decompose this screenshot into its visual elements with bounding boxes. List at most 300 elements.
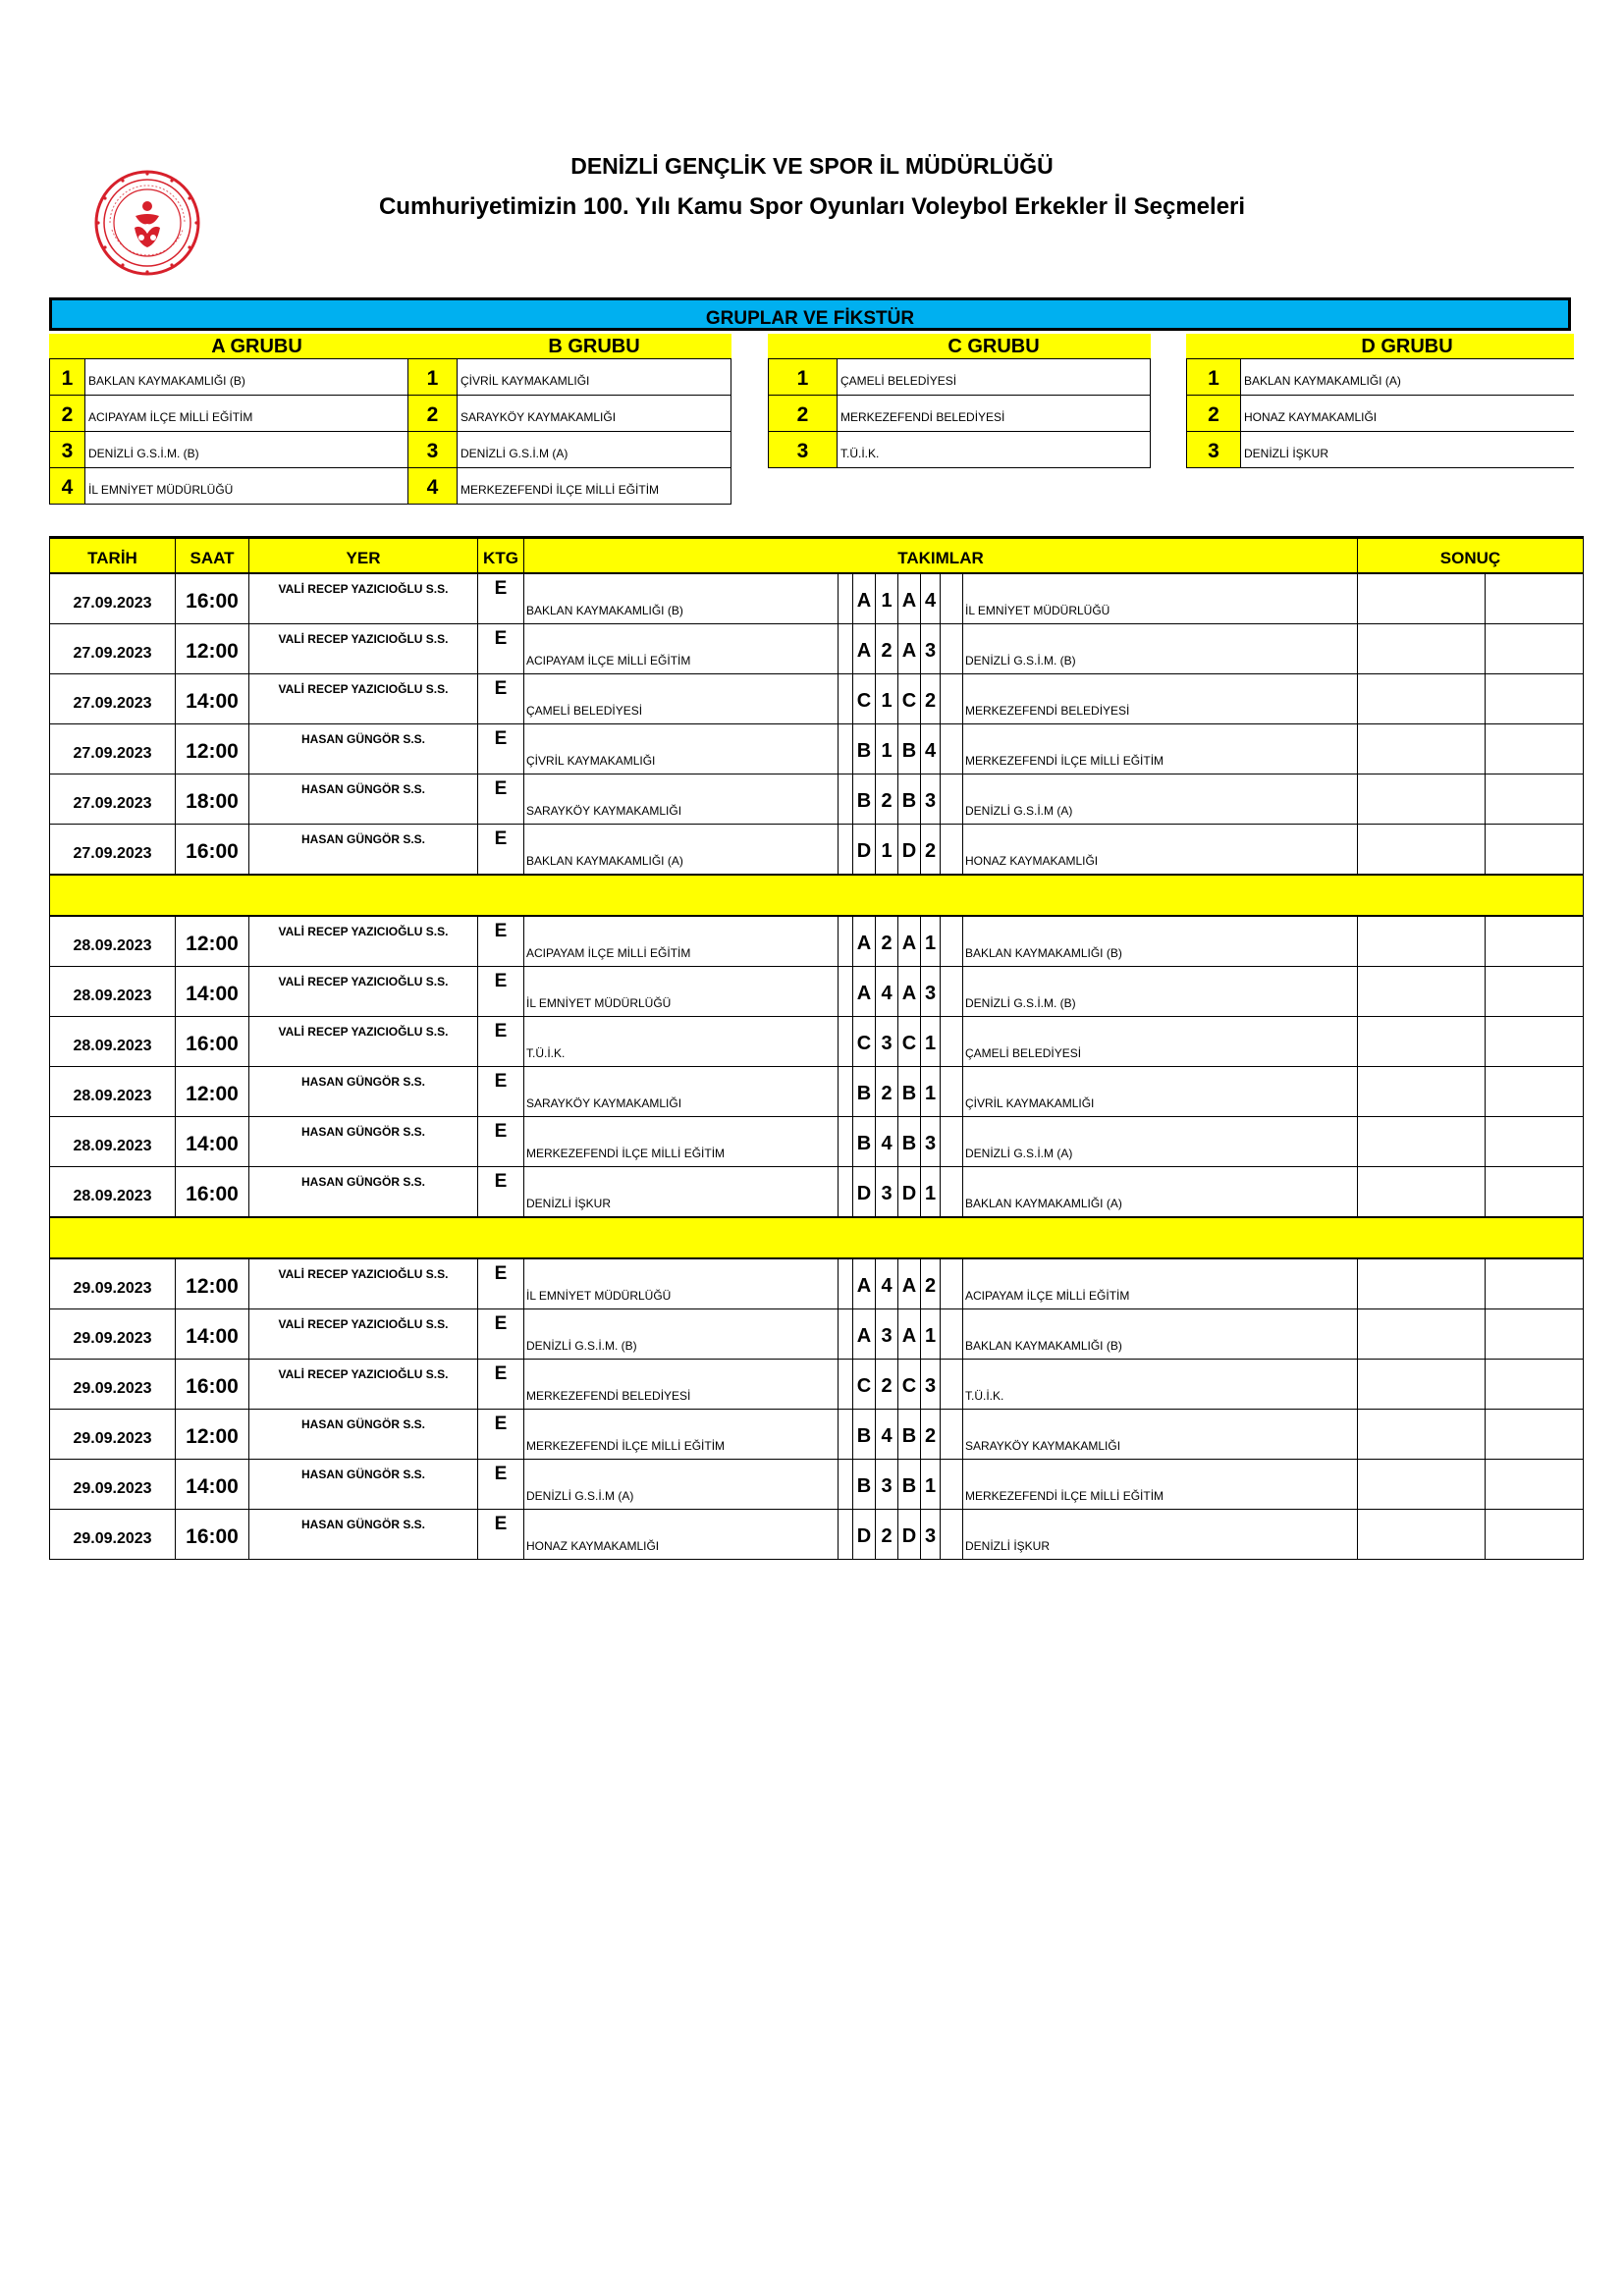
code-gap <box>941 774 963 824</box>
match-date: 29.09.2023 <box>50 1459 176 1509</box>
match-date: 28.09.2023 <box>50 1166 176 1217</box>
team-number: 3 <box>407 432 457 468</box>
match-venue: HASAN GÜNGÖR S.S. <box>249 723 478 774</box>
match-venue: HASAN GÜNGÖR S.S. <box>249 1066 478 1116</box>
match-venue: VALİ RECEP YAZICIOĞLU S.S. <box>249 1308 478 1359</box>
code-gap <box>839 573 853 624</box>
match-category: E <box>478 1066 524 1116</box>
match-category: E <box>478 1016 524 1066</box>
away-team: DENİZLİ İŞKUR <box>963 1509 1358 1559</box>
code-gap <box>839 1359 853 1409</box>
result-home <box>1358 673 1486 723</box>
code-gap <box>839 1308 853 1359</box>
code-gap <box>839 723 853 774</box>
result-away <box>1486 1166 1584 1217</box>
match-time: 14:00 <box>176 1116 249 1166</box>
home-seed: 2 <box>876 774 898 824</box>
code-gap <box>941 1509 963 1559</box>
team-number: 4 <box>49 468 84 505</box>
match-date: 29.09.2023 <box>50 1308 176 1359</box>
home-group: C <box>853 1016 876 1066</box>
home-team: MERKEZEFENDİ BELEDİYESİ <box>524 1359 839 1409</box>
group-team-row <box>49 432 429 468</box>
result-away <box>1486 1066 1584 1116</box>
home-team: BAKLAN KAYMAKAMLIĞI (B) <box>524 573 839 624</box>
result-home <box>1358 1359 1486 1409</box>
team-number: 2 <box>407 396 457 432</box>
match-category: E <box>478 774 524 824</box>
away-group: D <box>898 1166 921 1217</box>
away-team: MERKEZEFENDİ İLÇE MİLLİ EĞİTİM <box>963 1459 1358 1509</box>
home-team: SARAYKÖY KAYMAKAMLIĞI <box>524 774 839 824</box>
away-team: MERKEZEFENDİ BELEDİYESİ <box>963 673 1358 723</box>
home-group: A <box>853 966 876 1016</box>
result-home <box>1358 1308 1486 1359</box>
code-gap <box>941 723 963 774</box>
home-team: MERKEZEFENDİ İLÇE MİLLİ EĞİTİM <box>524 1409 839 1459</box>
match-time: 16:00 <box>176 1359 249 1409</box>
match-date: 28.09.2023 <box>50 1066 176 1116</box>
result-away <box>1486 723 1584 774</box>
group-team-row <box>1186 432 1574 468</box>
home-group: D <box>853 824 876 875</box>
home-team: ÇAMELİ BELEDİYESİ <box>524 673 839 723</box>
away-team: BAKLAN KAYMAKAMLIĞI (A) <box>963 1166 1358 1217</box>
result-away <box>1486 1258 1584 1309</box>
match-row <box>50 1308 1584 1359</box>
team-number: 3 <box>768 432 837 468</box>
away-team: ÇAMELİ BELEDİYESİ <box>963 1016 1358 1066</box>
header-category: KTG <box>478 538 524 573</box>
match-venue: HASAN GÜNGÖR S.S. <box>249 774 478 824</box>
result-home <box>1358 1166 1486 1217</box>
result-away <box>1486 966 1584 1016</box>
team-number: 1 <box>49 359 84 396</box>
match-time: 14:00 <box>176 673 249 723</box>
away-seed: 3 <box>921 1359 941 1409</box>
away-seed: 3 <box>921 623 941 673</box>
group-team-row <box>1186 396 1574 432</box>
home-group: B <box>853 774 876 824</box>
match-time: 14:00 <box>176 966 249 1016</box>
away-seed: 2 <box>921 673 941 723</box>
home-group: A <box>853 916 876 967</box>
team-name: HONAZ KAYMAKAMLIĞI <box>1240 396 1574 432</box>
group-team-row <box>407 468 731 505</box>
code-gap <box>941 673 963 723</box>
code-gap <box>941 916 963 967</box>
team-name: T.Ü.İ.K. <box>837 432 1151 468</box>
away-team: BAKLAN KAYMAKAMLIĞI (B) <box>963 1308 1358 1359</box>
home-team: ACIPAYAM İLÇE MİLLİ EĞİTİM <box>524 916 839 967</box>
home-seed: 2 <box>876 1359 898 1409</box>
code-gap <box>941 1459 963 1509</box>
away-team: ÇİVRİL KAYMAKAMLIĞI <box>963 1066 1358 1116</box>
away-group: A <box>898 1308 921 1359</box>
away-group: B <box>898 723 921 774</box>
code-gap <box>839 1166 853 1217</box>
match-row <box>50 1359 1584 1409</box>
code-gap <box>941 1308 963 1359</box>
code-gap <box>839 1116 853 1166</box>
result-away <box>1486 673 1584 723</box>
result-away <box>1486 1459 1584 1509</box>
code-gap <box>941 1066 963 1116</box>
team-name: MERKEZEFENDİ İLÇE MİLLİ EĞİTİM <box>457 468 731 505</box>
home-seed: 1 <box>876 723 898 774</box>
away-team: T.Ü.İ.K. <box>963 1359 1358 1409</box>
match-time: 16:00 <box>176 573 249 624</box>
match-date: 28.09.2023 <box>50 966 176 1016</box>
away-team: BAKLAN KAYMAKAMLIĞI (B) <box>963 916 1358 967</box>
away-team: MERKEZEFENDİ İLÇE MİLLİ EĞİTİM <box>963 723 1358 774</box>
away-seed: 1 <box>921 1166 941 1217</box>
group-team-row <box>407 396 731 432</box>
code-gap <box>941 1359 963 1409</box>
team-name: ACIPAYAM İLÇE MİLLİ EĞİTİM <box>84 396 429 432</box>
team-name: DENİZLİ G.S.İ.M (A) <box>457 432 731 468</box>
home-seed: 3 <box>876 1308 898 1359</box>
away-team: İL EMNİYET MÜDÜRLÜĞÜ <box>963 573 1358 624</box>
match-venue: VALİ RECEP YAZICIOĞLU S.S. <box>249 1258 478 1309</box>
match-date: 29.09.2023 <box>50 1409 176 1459</box>
home-group: C <box>853 1359 876 1409</box>
match-date: 28.09.2023 <box>50 1116 176 1166</box>
code-gap <box>941 1116 963 1166</box>
away-group: A <box>898 916 921 967</box>
result-away <box>1486 774 1584 824</box>
home-group: A <box>853 1308 876 1359</box>
groups-section <box>0 0 1624 510</box>
match-category: E <box>478 673 524 723</box>
match-venue: VALİ RECEP YAZICIOĞLU S.S. <box>249 623 478 673</box>
group-team-row <box>49 359 429 396</box>
result-home <box>1358 1116 1486 1166</box>
team-name: MERKEZEFENDİ BELEDİYESİ <box>837 396 1151 432</box>
away-group: B <box>898 1116 921 1166</box>
match-date: 27.09.2023 <box>50 623 176 673</box>
match-category: E <box>478 1308 524 1359</box>
away-team: SARAYKÖY KAYMAKAMLIĞI <box>963 1409 1358 1459</box>
group-team-row <box>49 396 429 432</box>
match-time: 14:00 <box>176 1308 249 1359</box>
group-team-row <box>768 359 1151 396</box>
match-date: 29.09.2023 <box>50 1509 176 1559</box>
home-seed: 1 <box>876 573 898 624</box>
result-away <box>1486 1359 1584 1409</box>
match-date: 27.09.2023 <box>50 774 176 824</box>
match-date: 28.09.2023 <box>50 916 176 967</box>
match-venue: HASAN GÜNGÖR S.S. <box>249 1509 478 1559</box>
away-team: ACIPAYAM İLÇE MİLLİ EĞİTİM <box>963 1258 1358 1309</box>
match-category: E <box>478 1116 524 1166</box>
home-team: DENİZLİ İŞKUR <box>524 1166 839 1217</box>
home-group: C <box>853 673 876 723</box>
away-group: D <box>898 824 921 875</box>
home-group: B <box>853 723 876 774</box>
header-date: TARİH <box>50 538 176 573</box>
result-away <box>1486 824 1584 875</box>
code-gap <box>839 673 853 723</box>
match-row <box>50 1459 1584 1509</box>
result-home <box>1358 1509 1486 1559</box>
code-gap <box>941 966 963 1016</box>
code-gap <box>839 966 853 1016</box>
result-home <box>1358 723 1486 774</box>
header-result: SONUÇ <box>1358 538 1584 573</box>
home-seed: 1 <box>876 824 898 875</box>
page-subtitle: Cumhuriyetimizin 100. Yılı Kamu Spor Oyunları Voleybol Erkekler İl Seçmeleri <box>378 193 1246 220</box>
result-home <box>1358 1459 1486 1509</box>
header-teams: TAKIMLAR <box>524 538 1358 573</box>
result-home <box>1358 1409 1486 1459</box>
team-name: ÇİVRİL KAYMAKAMLIĞI <box>457 359 731 396</box>
home-team: DENİZLİ G.S.İ.M. (B) <box>524 1308 839 1359</box>
match-row <box>50 1509 1584 1559</box>
match-category: E <box>478 1459 524 1509</box>
match-time: 16:00 <box>176 1016 249 1066</box>
team-number: 1 <box>768 359 837 396</box>
fixture-table <box>49 536 1584 1560</box>
away-team: HONAZ KAYMAKAMLIĞI <box>963 824 1358 875</box>
home-group: B <box>853 1116 876 1166</box>
group-team-row <box>768 432 1151 468</box>
code-gap <box>839 916 853 967</box>
page-title: DENİZLİ GENÇLİK VE SPOR İL MÜDÜRLÜĞÜ <box>570 153 1054 179</box>
match-row <box>50 673 1584 723</box>
result-home <box>1358 573 1486 624</box>
day-separator <box>50 875 1584 916</box>
match-row <box>50 573 1584 624</box>
match-venue: VALİ RECEP YAZICIOĞLU S.S. <box>249 573 478 624</box>
away-group: A <box>898 573 921 624</box>
code-gap <box>839 1459 853 1509</box>
match-venue: HASAN GÜNGÖR S.S. <box>249 1116 478 1166</box>
result-away <box>1486 1509 1584 1559</box>
match-venue: VALİ RECEP YAZICIOĞLU S.S. <box>249 1359 478 1409</box>
result-home <box>1358 824 1486 875</box>
match-row <box>50 1066 1584 1116</box>
match-time: 12:00 <box>176 916 249 967</box>
match-row <box>50 1166 1584 1217</box>
group-team-row <box>49 468 429 505</box>
home-group: D <box>853 1166 876 1217</box>
match-row <box>50 1258 1584 1309</box>
match-category: E <box>478 573 524 624</box>
match-category: E <box>478 916 524 967</box>
groups-banner: GRUPLAR VE FİKSTÜR <box>49 297 1571 331</box>
match-category: E <box>478 1258 524 1309</box>
away-seed: 1 <box>921 1016 941 1066</box>
code-gap <box>839 774 853 824</box>
away-seed: 1 <box>921 1308 941 1359</box>
code-gap <box>941 824 963 875</box>
home-seed: 3 <box>876 1166 898 1217</box>
match-row <box>50 1116 1584 1166</box>
match-row <box>50 774 1584 824</box>
result-away <box>1486 1116 1584 1166</box>
away-seed: 2 <box>921 1258 941 1309</box>
team-name: SARAYKÖY KAYMAKAMLIĞI <box>457 396 731 432</box>
result-home <box>1358 916 1486 967</box>
group-title: B GRUBU <box>548 336 640 357</box>
away-seed: 1 <box>921 1066 941 1116</box>
match-date: 27.09.2023 <box>50 673 176 723</box>
match-time: 12:00 <box>176 1066 249 1116</box>
match-date: 29.09.2023 <box>50 1258 176 1309</box>
code-gap <box>941 1409 963 1459</box>
match-date: 28.09.2023 <box>50 1016 176 1066</box>
match-category: E <box>478 1166 524 1217</box>
result-away <box>1486 1409 1584 1459</box>
match-venue: VALİ RECEP YAZICIOĞLU S.S. <box>249 916 478 967</box>
day-separator <box>50 1217 1584 1258</box>
away-seed: 2 <box>921 1409 941 1459</box>
away-team: DENİZLİ G.S.İ.M (A) <box>963 774 1358 824</box>
result-away <box>1486 1016 1584 1066</box>
match-time: 12:00 <box>176 723 249 774</box>
home-seed: 4 <box>876 966 898 1016</box>
home-group: A <box>853 573 876 624</box>
match-venue: VALİ RECEP YAZICIOĞLU S.S. <box>249 966 478 1016</box>
home-seed: 4 <box>876 1409 898 1459</box>
home-group: B <box>853 1066 876 1116</box>
home-seed: 2 <box>876 916 898 967</box>
match-date: 27.09.2023 <box>50 824 176 875</box>
result-home <box>1358 623 1486 673</box>
code-gap <box>839 824 853 875</box>
team-name: DENİZLİ İŞKUR <box>1240 432 1574 468</box>
home-team: HONAZ KAYMAKAMLIĞI <box>524 1509 839 1559</box>
group-title: A GRUBU <box>211 336 302 357</box>
team-number: 2 <box>49 396 84 432</box>
away-team: DENİZLİ G.S.İ.M. (B) <box>963 966 1358 1016</box>
group-team-row <box>407 359 731 396</box>
home-team: T.Ü.İ.K. <box>524 1016 839 1066</box>
home-group: A <box>853 1258 876 1309</box>
team-number: 4 <box>407 468 457 505</box>
team-number: 2 <box>768 396 837 432</box>
match-date: 27.09.2023 <box>50 723 176 774</box>
away-seed: 3 <box>921 966 941 1016</box>
home-seed: 3 <box>876 1459 898 1509</box>
code-gap <box>941 623 963 673</box>
home-team: ÇİVRİL KAYMAKAMLIĞI <box>524 723 839 774</box>
away-group: C <box>898 1016 921 1066</box>
result-home <box>1358 966 1486 1016</box>
match-venue: HASAN GÜNGÖR S.S. <box>249 1459 478 1509</box>
team-name: BAKLAN KAYMAKAMLIĞI (A) <box>1240 359 1574 396</box>
team-name: BAKLAN KAYMAKAMLIĞI (B) <box>84 359 429 396</box>
home-seed: 2 <box>876 623 898 673</box>
result-away <box>1486 573 1584 624</box>
code-gap <box>839 1409 853 1459</box>
home-seed: 2 <box>876 1066 898 1116</box>
group-title: D GRUBU <box>1361 336 1453 357</box>
match-date: 27.09.2023 <box>50 573 176 624</box>
home-team: SARAYKÖY KAYMAKAMLIĞI <box>524 1066 839 1116</box>
home-seed: 4 <box>876 1258 898 1309</box>
away-group: C <box>898 1359 921 1409</box>
team-name: ÇAMELİ BELEDİYESİ <box>837 359 1151 396</box>
match-time: 14:00 <box>176 1459 249 1509</box>
away-group: A <box>898 966 921 1016</box>
fixture-section <box>49 536 1573 1560</box>
match-category: E <box>478 1509 524 1559</box>
match-time: 18:00 <box>176 774 249 824</box>
separator-cell <box>50 875 1584 916</box>
match-row <box>50 1016 1584 1066</box>
team-number: 3 <box>49 432 84 468</box>
match-time: 12:00 <box>176 1409 249 1459</box>
code-gap <box>941 573 963 624</box>
match-time: 16:00 <box>176 1509 249 1559</box>
home-team: BAKLAN KAYMAKAMLIĞI (A) <box>524 824 839 875</box>
match-row <box>50 1409 1584 1459</box>
away-group: A <box>898 623 921 673</box>
code-gap <box>941 1016 963 1066</box>
result-away <box>1486 623 1584 673</box>
match-category: E <box>478 1359 524 1409</box>
away-group: C <box>898 673 921 723</box>
home-seed: 1 <box>876 673 898 723</box>
home-team: İL EMNİYET MÜDÜRLÜĞÜ <box>524 966 839 1016</box>
result-home <box>1358 1066 1486 1116</box>
match-time: 12:00 <box>176 623 249 673</box>
away-group: B <box>898 1459 921 1509</box>
home-team: ACIPAYAM İLÇE MİLLİ EĞİTİM <box>524 623 839 673</box>
code-gap <box>839 623 853 673</box>
match-time: 16:00 <box>176 824 249 875</box>
code-gap <box>839 1066 853 1116</box>
match-time: 12:00 <box>176 1258 249 1309</box>
home-team: MERKEZEFENDİ İLÇE MİLLİ EĞİTİM <box>524 1116 839 1166</box>
match-venue: VALİ RECEP YAZICIOĞLU S.S. <box>249 1016 478 1066</box>
away-seed: 1 <box>921 1459 941 1509</box>
home-group: B <box>853 1409 876 1459</box>
match-row <box>50 623 1584 673</box>
match-venue: HASAN GÜNGÖR S.S. <box>249 1166 478 1217</box>
match-category: E <box>478 824 524 875</box>
header-time: SAAT <box>176 538 249 573</box>
team-number: 3 <box>1186 432 1240 468</box>
match-row <box>50 824 1584 875</box>
group-team-row <box>1186 359 1574 396</box>
match-venue: HASAN GÜNGÖR S.S. <box>249 824 478 875</box>
home-group: D <box>853 1509 876 1559</box>
match-category: E <box>478 723 524 774</box>
code-gap <box>839 1016 853 1066</box>
match-row <box>50 916 1584 967</box>
result-home <box>1358 1016 1486 1066</box>
separator-cell <box>50 1217 1584 1258</box>
result-away <box>1486 1308 1584 1359</box>
code-gap <box>941 1166 963 1217</box>
away-seed: 1 <box>921 916 941 967</box>
home-team: İL EMNİYET MÜDÜRLÜĞÜ <box>524 1258 839 1309</box>
away-team: DENİZLİ G.S.İ.M (A) <box>963 1116 1358 1166</box>
result-away <box>1486 916 1584 967</box>
result-home <box>1358 774 1486 824</box>
match-venue: VALİ RECEP YAZICIOĞLU S.S. <box>249 673 478 723</box>
away-group: B <box>898 1066 921 1116</box>
away-seed: 2 <box>921 824 941 875</box>
header-venue: YER <box>249 538 478 573</box>
home-group: B <box>853 1459 876 1509</box>
match-venue: HASAN GÜNGÖR S.S. <box>249 1409 478 1459</box>
home-group: A <box>853 623 876 673</box>
match-row <box>50 723 1584 774</box>
